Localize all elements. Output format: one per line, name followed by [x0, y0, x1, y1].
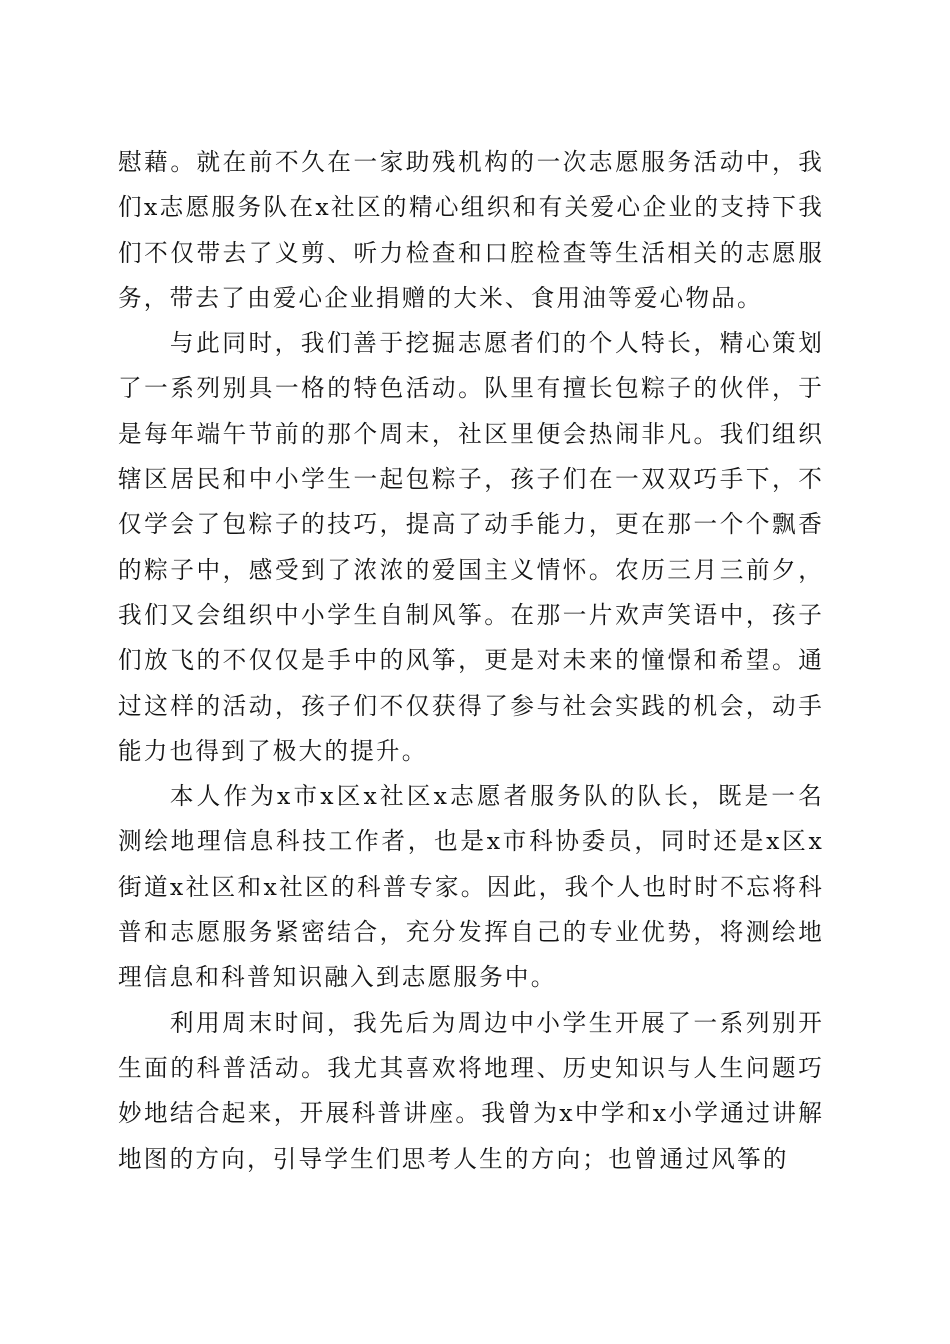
paragraph-continuation: 慰藉。就在前不久在一家助残机构的一次志愿服务活动中，我们x志愿服务队在x社区的精心组织和有关爱心企业的支持下我们不仅带去了义剪、听力检查和口腔检查等生活相关的志愿服务，带去了由爱心企业捐赠的大米、食用油等爱心物品。 [118, 148, 824, 312]
paragraph-special-activities: 与此同时，我们善于挖掘志愿者们的个人特长，精心策划了一系列别具一格的特色活动。队里有擅长包粽子的伙伴，于是每年端午节前的那个周末，社区里便会热闹非凡。我们组织辖区居民和中小学生一起包粽子，孩子们在一双双巧手下，不仅学会了包粽子的技巧，提高了动手能力，更在那一个个飘香的粽子中，感受到了浓浓的爱国主义情怀。农历三月三前夕，我们又会组织中小学生自制风筝。在那一片欢声笑语中，孩子们放飞的不仅仅是手中的风筝，更是对未来的憧憬和希望。通过这样的活动，孩子们不仅获得了参与社会实践的机会，动手能力也得到了极大的提升。 [118, 329, 824, 765]
paragraph-team-leader: 本人作为x市x区x社区x志愿者服务队的队长，既是一名测绘地理信息科技工作者，也是x市科协委员，同时还是x区x街道x社区和x社区的科普专家。因此，我个人也时时不忘将科普和志愿服务紧密结合，充分发挥自己的专业优势，将测绘地理信息和科普知识融入到志愿服务中。 [118, 782, 824, 992]
document-body [118, 140, 824, 1182]
paragraph-science-activities: 利用周末时间，我先后为周边中小学生开展了一系列别开生面的科普活动。我尤其喜欢将地理、历史知识与人生问题巧妙地结合起来，开展科普讲座。我曾为x中学和x小学通过讲解地图的方向，引导学生们思考人生的方向；也曾通过风筝的 [118, 1008, 824, 1173]
